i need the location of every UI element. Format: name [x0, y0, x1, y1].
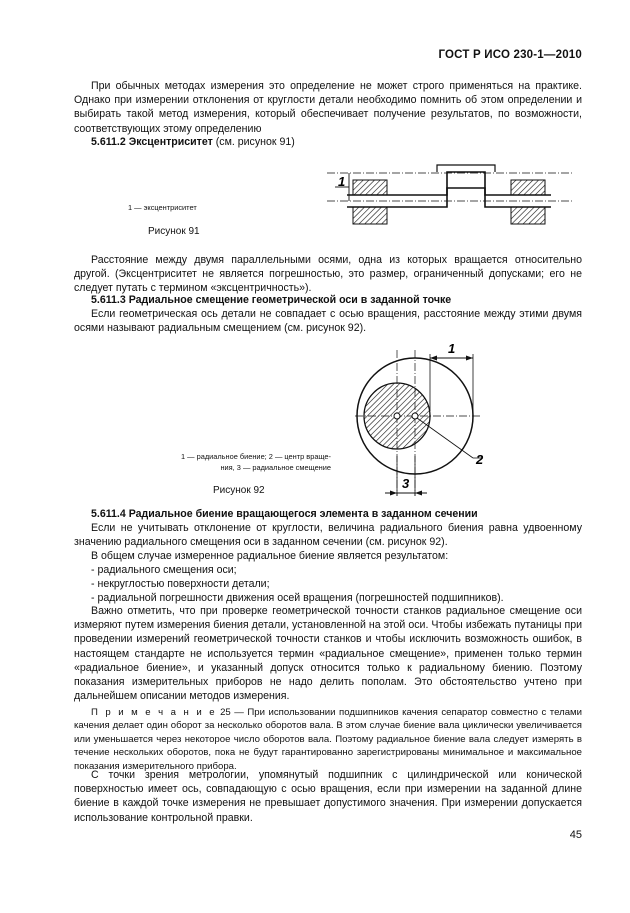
section-figure-ref: (см. рисунок 91) [212, 136, 295, 148]
paragraph-eccentricity-definition: Расстояние между двумя параллельными осями, одна из которых вращается относительно другой. (Эксцентриситет не является погрешностью, это размер, ограниченный допусками; его не следует путать с термином «эксцентричность»). [74, 254, 582, 295]
section-title: 5.611.2 Эксцентриситет [91, 136, 213, 148]
paragraph-metrology: С точки зрения метрологии, упомянутый подшипник с цилиндрической или конической поверхностью имеет ось, совпадающую с осью вращения, если при измерении на заданной длине биение в каждой точке измерения не превышает допустимого значения. При измерении допускается использование контрольной правки. [74, 769, 582, 824]
figure-92-label-2: 2 [476, 452, 484, 467]
note-label: П р и м е ч а н и е [91, 707, 217, 718]
paragraph-radial-runout: Если не учитывать отклонение от круглости, величина радиального биения равна удвоенному значению радиального смещения оси в заданном сечении (см. рисунок 92). [74, 522, 582, 549]
section-5-611-3-heading: 5.611.3 Радиальное смещение геометрической оси в заданной точке [91, 294, 452, 306]
figure-92-legend-line-1: 1 — радиальное биение; 2 — центр враще- [180, 452, 331, 461]
page-number: 45 [569, 829, 582, 841]
figure-92-caption: Рисунок 92 [213, 485, 265, 496]
document-header: ГОСТ Р ИСО 230-1—2010 [438, 49, 582, 61]
figure-92-radial-runout-diagram [345, 336, 505, 501]
figure-92-legend [146, 451, 331, 473]
paragraph-radial-offset-definition: Если геометрическая ось детали не совпадает с осью вращения, расстояние между этими двумя осями называют радиальным смещением (см. рисунок 92). [74, 308, 582, 335]
list-item: - радиального смещения оси; [91, 564, 237, 576]
figure-92-legend-line-2: ния, 3 — радиальное смещение [220, 463, 331, 472]
figure-91-legend: 1 — эксцентриситет [128, 203, 197, 212]
figure-92-label-3: 3 [402, 476, 410, 491]
figure-91-label-1: 1 [338, 174, 346, 189]
list-item: - радиальной погрешности движения осей вращения (погрешностей подшипников). [91, 592, 504, 604]
paragraph-definition-note: При обычных методах измерения это определение не может строго применяться на практике. Однако при измерении отклонения от круглости детали необходимо помнить об этом определении и выбирать такой метод измерения, который обеспечивает получение результатов, по возможности, соответствующих этому определению [74, 80, 582, 135]
figure-92-label-1: 1 [448, 341, 456, 356]
note-25 [74, 706, 582, 773]
figure-91-eccentricity-diagram [325, 150, 575, 230]
figure-91-caption: Рисунок 91 [148, 226, 200, 237]
list-item: - некруглостью поверхности детали; [91, 578, 270, 590]
paragraph-runout-result: В общем случае измеренное радиальное биение является результатом: [91, 550, 449, 562]
note-body: 25 — При использовании подшипников качения сепаратор совместно с телами качения делает один оборот за несколько оборотов вала. В этом случае биение вала циклически увеличивается или уменьшается через некоторое число оборотов вала. Поэтому радиальное биение вала следует измерять в течение нескольких оборотов, пока не будут гарантированно зарегистрированы минимальное и максимальное показания измерительного прибора. [74, 707, 582, 772]
section-5-611-2-heading [74, 135, 582, 149]
paragraph-important-note: Важно отметить, что при проверке геометрической точности станков радиальное смещение оси измеряют путем измерения биения детали, установленной на этой оси. Чтобы избежать путаницы при проведении измерений геометрической точности станков и чтобы исключить возможность ошибок, в настоящем стандарте не используется термин «радиальное смещение», применен только термин «радиальное биение», и указанный допуск относится только к радиальному биению. Поэтому показания измерительных приборов не надо делить пополам. Это обстоятельство учтено при дальнейшем описании методов измерения. [74, 605, 582, 703]
section-5-611-4-heading: 5.611.4 Радиальное биение вращающегося элемента в заданном сечении [91, 508, 478, 520]
